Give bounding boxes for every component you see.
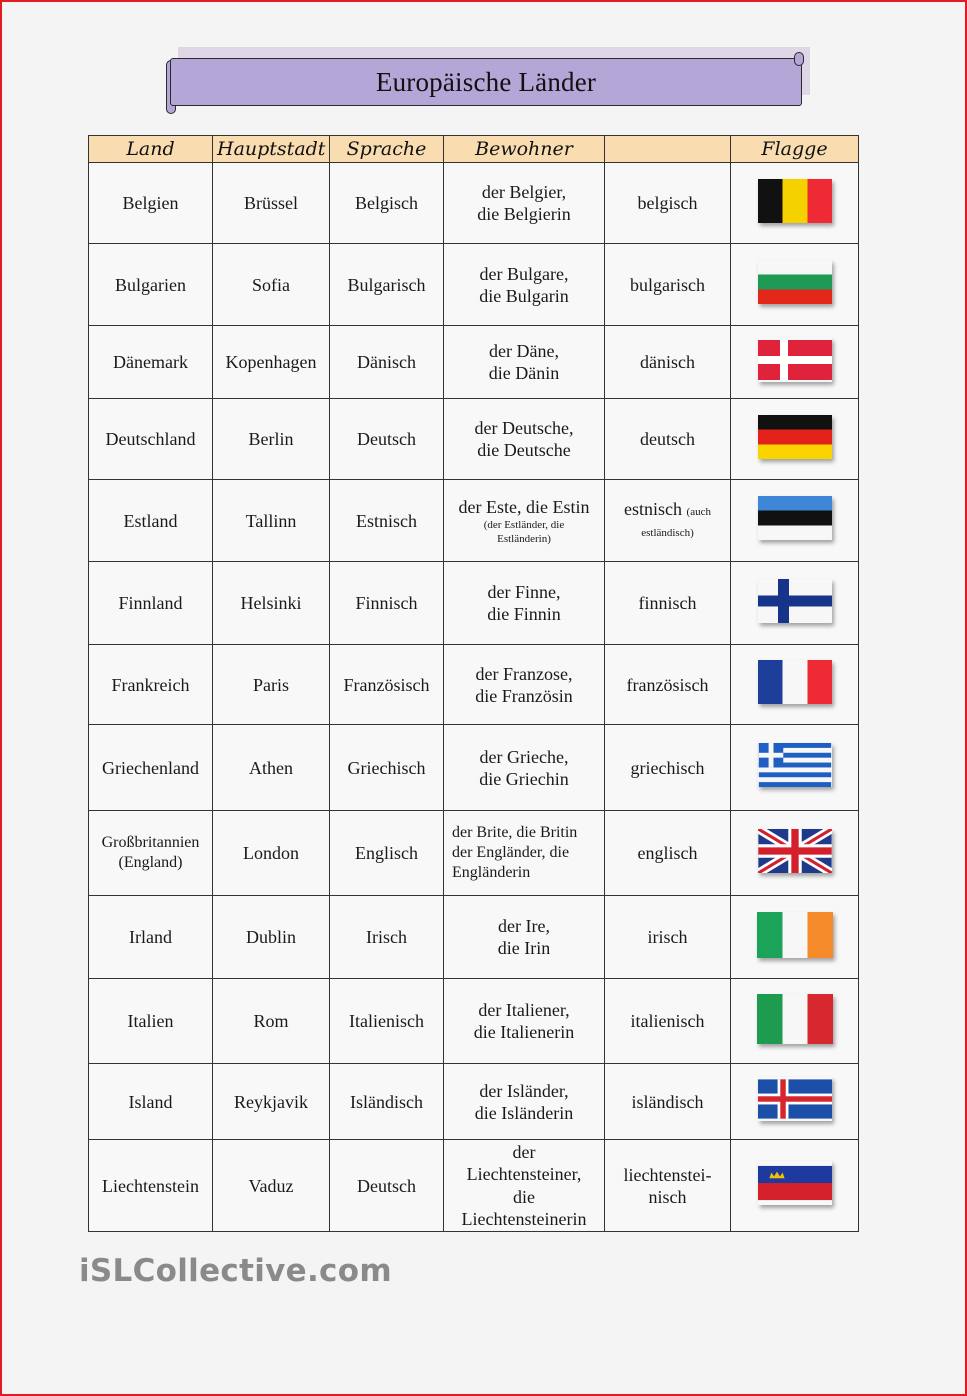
cell-land: Italien <box>89 979 213 1064</box>
cell-land: Belgien <box>89 163 213 244</box>
cell-hauptstadt: Vaduz <box>213 1140 330 1232</box>
iceland-flag-icon <box>758 1077 832 1121</box>
cell-bewohner <box>444 326 605 399</box>
bewohner-line: der Isländer, <box>479 1080 569 1101</box>
bewohner-line: die Französin <box>475 685 573 706</box>
table-row <box>89 244 859 326</box>
cell-land: Bulgarien <box>89 244 213 326</box>
table-row <box>89 1140 859 1232</box>
table-row <box>89 399 859 480</box>
bewohner-line: die Belgierin <box>477 204 571 224</box>
cell-adjektiv: griechisch <box>605 725 731 811</box>
table-row <box>89 896 859 979</box>
cell-bewohner <box>444 896 605 979</box>
cell-bewohner <box>444 480 605 562</box>
greece-flag-icon <box>758 743 832 787</box>
cell-flag <box>731 1140 859 1232</box>
cell-sprache: Finnisch <box>330 562 444 645</box>
page-title: Europäische Länder <box>375 66 597 97</box>
uk-flag-icon <box>758 829 832 873</box>
cell-land: Liechtenstein <box>89 1140 213 1232</box>
cell-flag <box>731 896 859 979</box>
cell-adjektiv <box>605 480 731 562</box>
cell-sprache: Dänisch <box>330 326 444 399</box>
adjektiv-note: (auch estländisch) <box>641 505 711 539</box>
cell-hauptstadt: Reykjavik <box>213 1064 330 1140</box>
cell-land: Irland <box>89 896 213 979</box>
cell-bewohner <box>444 399 605 480</box>
cell-land: Island <box>89 1064 213 1140</box>
cell-land: Finnland <box>89 562 213 645</box>
scroll-curl-right <box>794 52 804 66</box>
cell-sprache: Französisch <box>330 645 444 725</box>
cell-adjektiv: isländisch <box>605 1064 731 1140</box>
cell-hauptstadt: Kopenhagen <box>213 326 330 399</box>
header-hauptstadt: Hauptstadt <box>213 136 330 163</box>
cell-land: Deutschland <box>89 399 213 480</box>
cell-hauptstadt: Helsinki <box>213 562 330 645</box>
cell-adjektiv <box>605 1140 731 1232</box>
table-row <box>89 163 859 244</box>
table-row <box>89 645 859 725</box>
cell-adjektiv: belgisch <box>605 163 731 244</box>
cell-hauptstadt: Dublin <box>213 896 330 979</box>
bewohner-line: der Italiener, <box>478 1000 570 1020</box>
header-flagge: Flagge <box>731 136 859 163</box>
adjektiv-line: nisch <box>648 1186 687 1207</box>
bewohner-line: die Deutsche <box>477 440 571 460</box>
cell-sprache: Isländisch <box>330 1064 444 1140</box>
bewohner-line: der <box>512 1141 536 1162</box>
cell-land: Dänemark <box>89 326 213 399</box>
cell-hauptstadt: Tallinn <box>213 480 330 562</box>
bewohner-line: der Brite, die Britin <box>452 824 578 841</box>
cell-sprache: Deutsch <box>330 1140 444 1232</box>
bewohner-line: der Engländer, die <box>452 844 570 861</box>
finland-flag-icon <box>758 579 832 623</box>
cell-bewohner <box>444 1064 605 1140</box>
bewohner-line: der Ire, <box>498 916 550 936</box>
bewohner-line: Engländerin <box>452 864 531 881</box>
cell-adjektiv: bulgarisch <box>605 244 731 326</box>
cell-bewohner <box>444 562 605 645</box>
table-row <box>89 1064 859 1140</box>
cell-sprache: Deutsch <box>330 399 444 480</box>
cell-adjektiv: finnisch <box>605 562 731 645</box>
bewohner-note: (der Estländer, die Estländerin) <box>483 518 565 545</box>
cell-sprache: Irisch <box>330 896 444 979</box>
bewohner-line: die <box>513 1186 535 1207</box>
bewohner-line: der Grieche, <box>479 746 569 767</box>
bewohner-line: Liechtensteiner, <box>466 1164 582 1184</box>
header-sprache: Sprache <box>330 136 444 163</box>
cell-hauptstadt: Berlin <box>213 399 330 480</box>
cell-flag <box>731 725 859 811</box>
table-row <box>89 979 859 1064</box>
cell-hauptstadt: Sofia <box>213 244 330 326</box>
table-row <box>89 562 859 645</box>
watermark: iSLCollective.com <box>79 1253 392 1289</box>
adjektiv-text: estnisch <box>624 498 683 519</box>
cell-sprache: Italienisch <box>330 979 444 1064</box>
bewohner-line: die Bulgarin <box>479 285 569 306</box>
header-adjektiv <box>605 136 731 163</box>
cell-sprache: Griechisch <box>330 725 444 811</box>
cell-hauptstadt: Paris <box>213 645 330 725</box>
cell-adjektiv: deutsch <box>605 399 731 480</box>
adjektiv-line: liechtenstei- <box>623 1164 712 1185</box>
ireland-flag-icon <box>757 912 833 958</box>
header-land: Land <box>89 136 213 163</box>
cell-adjektiv: dänisch <box>605 326 731 399</box>
cell-flag <box>731 811 859 896</box>
bewohner-line: die Finnin <box>487 604 561 624</box>
bewohner-line: die Dänin <box>488 363 560 383</box>
cell-hauptstadt: Rom <box>213 979 330 1064</box>
cell-bewohner <box>444 163 605 244</box>
bewohner-line: der Deutsche, <box>474 418 574 438</box>
cell-land: Frankreich <box>89 645 213 725</box>
cell-sprache: Estnisch <box>330 480 444 562</box>
header-bewohner: Bewohner <box>444 136 605 163</box>
table-row <box>89 480 859 562</box>
cell-adjektiv: französisch <box>605 645 731 725</box>
cell-bewohner <box>444 979 605 1064</box>
bulgaria-flag-icon <box>758 260 832 304</box>
land-line: (England) <box>118 854 183 871</box>
cell-flag <box>731 244 859 326</box>
table-row <box>89 326 859 399</box>
cell-bewohner <box>444 811 605 896</box>
cell-adjektiv: irisch <box>605 896 731 979</box>
bewohner-line: die Italienerin <box>473 1022 575 1042</box>
title-banner <box>170 58 802 106</box>
bewohner-line: die Isländerin <box>474 1102 574 1123</box>
bewohner-line: der Bulgare, <box>479 263 569 284</box>
cell-flag <box>731 562 859 645</box>
estonia-flag-icon <box>758 496 832 540</box>
cell-hauptstadt: Brüssel <box>213 163 330 244</box>
liechtenstein-flag-icon <box>758 1161 832 1205</box>
cell-bewohner <box>444 244 605 326</box>
header-row <box>89 136 859 163</box>
bewohner-line: der Este, die Estin <box>458 496 590 517</box>
france-flag-icon <box>758 660 832 704</box>
cell-sprache: Bulgarisch <box>330 244 444 326</box>
cell-flag <box>731 1064 859 1140</box>
bewohner-line: die Irin <box>497 938 551 958</box>
table-row <box>89 725 859 811</box>
cell-bewohner <box>444 645 605 725</box>
land-line: Großbritannien <box>101 834 200 851</box>
cell-hauptstadt: Athen <box>213 725 330 811</box>
bewohner-line: der Däne, <box>489 341 559 361</box>
belgium-flag-icon <box>758 179 832 223</box>
table-row <box>89 811 859 896</box>
bewohner-line: der Finne, <box>487 582 561 602</box>
cell-hauptstadt: London <box>213 811 330 896</box>
countries-table <box>88 135 859 1232</box>
cell-flag <box>731 326 859 399</box>
cell-sprache: Belgisch <box>330 163 444 244</box>
bewohner-line: der Franzose, <box>475 663 573 684</box>
cell-sprache: Englisch <box>330 811 444 896</box>
bewohner-line: der Belgier, <box>481 182 567 202</box>
cell-land <box>89 811 213 896</box>
cell-adjektiv: englisch <box>605 811 731 896</box>
denmark-flag-icon <box>758 338 832 382</box>
cell-flag <box>731 480 859 562</box>
bewohner-line: Liechtensteinerin <box>461 1209 587 1229</box>
cell-bewohner <box>444 1140 605 1232</box>
cell-flag <box>731 645 859 725</box>
cell-land: Griechenland <box>89 725 213 811</box>
cell-land: Estland <box>89 480 213 562</box>
cell-flag <box>731 399 859 480</box>
cell-adjektiv: italienisch <box>605 979 731 1064</box>
cell-flag <box>731 979 859 1064</box>
cell-bewohner <box>444 725 605 811</box>
bewohner-line: die Griechin <box>479 768 569 789</box>
cell-flag <box>731 163 859 244</box>
germany-flag-icon <box>758 415 832 459</box>
italy-flag-icon <box>757 994 833 1044</box>
